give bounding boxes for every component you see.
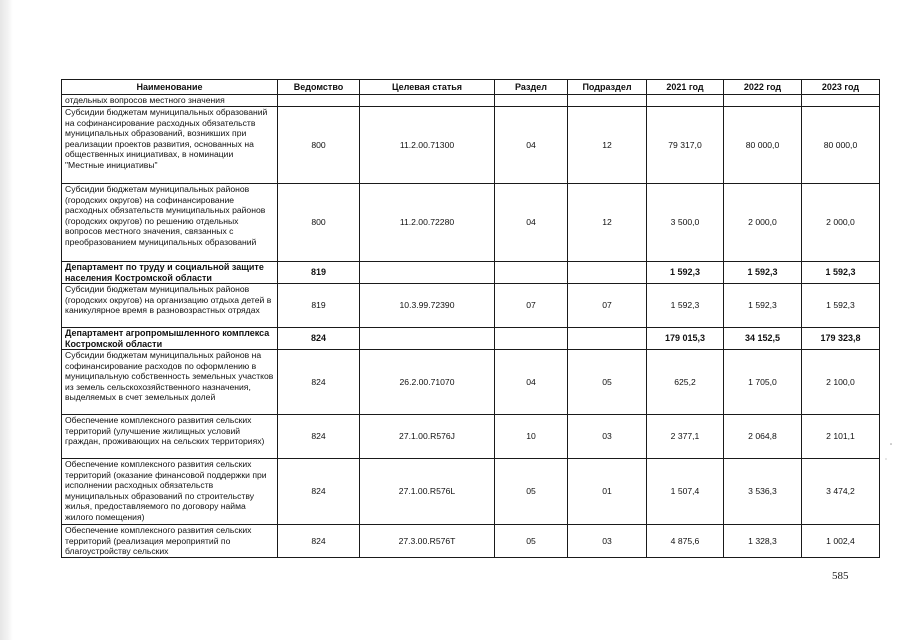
row-2021: 1 507,4 [647,459,724,525]
row-target-article: 11.2.00.71300 [360,107,495,184]
row-subsection: 12 [568,184,647,262]
header-2021: 2021 год [647,80,724,95]
row-2021: 2 377,1 [647,415,724,459]
row-2022: 1 328,3 [724,525,802,558]
header-name: Наименование [62,80,278,95]
row-subsection: 03 [568,415,647,459]
row-name: Субсидии бюджетам муниципальных образований на софинансирование расходных обязательств муниципальных образований, возникших при реализации проектов развития, основанных на общественных инициативах, в номинации "Местные инициативы" [62,107,278,184]
row-vedomstvo: 800 [278,107,360,184]
row-section: 05 [495,525,568,558]
row-2023: 2 100,0 [802,350,880,415]
department-name: Департамент по труду и социальной защите населения Костромской области [62,262,278,284]
row-2022: 1 592,3 [724,262,802,284]
row-vedomstvo: 824 [278,328,360,350]
row-target-article: 10.3.99.72390 [360,284,495,328]
row-name: Субсидии бюджетам муниципальных районов (городских округов) на организацию отдыха детей в каникулярное время в разновозрастных отрядах [62,284,278,328]
row-name: Обеспечение комплексного развития сельских территорий (реализация мероприятий по благоустройству сельских [62,525,278,558]
department-name: Департамент агропромышленного комплекса Костромской области [62,328,278,350]
row-name: Субсидии бюджетам муниципальных районов (городских округов) на софинансирование расходных обязательств муниципальных районов (городских округов) по решению отдельных вопросов местного значения, связанных с преобразованием муниципальных образований [62,184,278,262]
row-2022: 1 592,3 [724,284,802,328]
header-2022: 2022 год [724,80,802,95]
row-target-article: 27.1.00.R576L [360,459,495,525]
row-2022: 2 000,0 [724,184,802,262]
header-2023: 2023 год [802,80,880,95]
row-name: Субсидии бюджетам муниципальных районов на софинансирование расходов по оформлению в муниципальную собственность земельных участков из земель сельскохозяйственного назначения, выделяемых в счет земельных долей [62,350,278,415]
header-section: Раздел [495,80,568,95]
row-2022: 2 064,8 [724,415,802,459]
row-vedomstvo: 800 [278,184,360,262]
row-2021: 3 500,0 [647,184,724,262]
row-target-article: 11.2.00.72280 [360,184,495,262]
row-name: Обеспечение комплексного развития сельских территорий (оказание финансовой поддержки при исполнении расходных обязательств муниципальных образований по строительству жилья, предоставляемого по договору найма жилого помещения) [62,459,278,525]
row-subsection: 01 [568,459,647,525]
row-vedomstvo: 819 [278,284,360,328]
row-2023: 1 592,3 [802,262,880,284]
row-target-article: 27.3.00.R576T [360,525,495,558]
row-name: отдельных вопросов местного значения [62,95,278,107]
row-target-article: 27.1.00.R576J [360,415,495,459]
row-2023: 3 474,2 [802,459,880,525]
row-2022: 80 000,0 [724,107,802,184]
row-subsection: 03 [568,525,647,558]
row-section: 07 [495,284,568,328]
row-2022: 1 705,0 [724,350,802,415]
row-2021: 1 592,3 [647,262,724,284]
row-subsection: 12 [568,107,647,184]
row-vedomstvo: 824 [278,415,360,459]
header-subsection: Подраздел [568,80,647,95]
row-2021: 625,2 [647,350,724,415]
row-subsection: 05 [568,350,647,415]
row-2023: 2 101,1 [802,415,880,459]
row-2021: 179 015,3 [647,328,724,350]
row-2023: 1 592,3 [802,284,880,328]
row-2023: 80 000,0 [802,107,880,184]
row-vedomstvo: 824 [278,350,360,415]
row-2021: 1 592,3 [647,284,724,328]
row-section: 04 [495,350,568,415]
row-section: 04 [495,107,568,184]
row-2022: 34 152,5 [724,328,802,350]
row-2023: 2 000,0 [802,184,880,262]
row-2021: 4 875,6 [647,525,724,558]
header-target-article: Целевая статья [360,80,495,95]
row-name: Обеспечение комплексного развития сельских территорий (улучшение жилищных условий граждан, проживающих на сельских территориях) [62,415,278,459]
row-vedomstvo: 824 [278,459,360,525]
page-number: 585 [832,570,849,582]
row-2021: 79 317,0 [647,107,724,184]
header-vedomstvo: Ведомство [278,80,360,95]
row-2022: 3 536,3 [724,459,802,525]
row-section: 04 [495,184,568,262]
row-subsection: 07 [568,284,647,328]
row-section: 05 [495,459,568,525]
row-2023: 1 002,4 [802,525,880,558]
row-vedomstvo: 824 [278,525,360,558]
row-target-article: 26.2.00.71070 [360,350,495,415]
row-section: 10 [495,415,568,459]
row-vedomstvo: 819 [278,262,360,284]
row-2023: 179 323,8 [802,328,880,350]
